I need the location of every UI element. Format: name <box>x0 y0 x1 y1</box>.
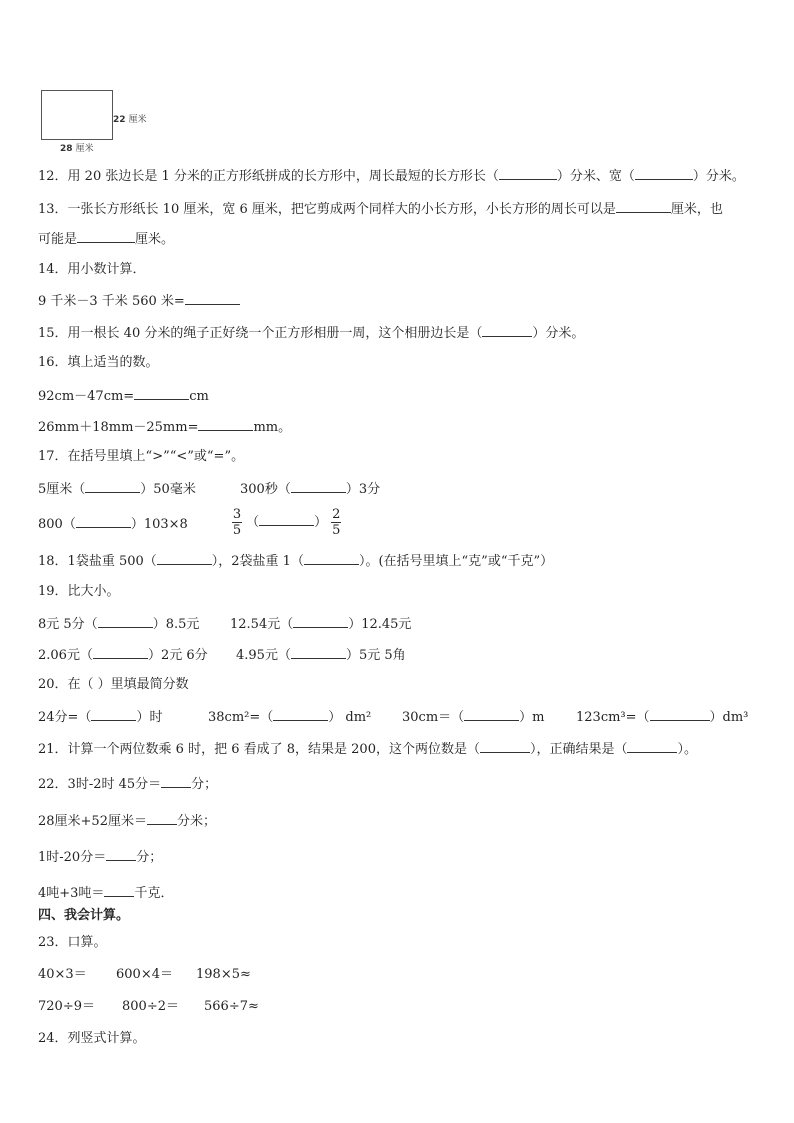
q17-item-a: 5厘米（ ）50毫米 <box>38 478 196 500</box>
question-19-title: 19．比大小。 <box>38 584 120 599</box>
answer-blank[interactable] <box>616 198 671 213</box>
oral-calc-item: 600×4＝ <box>116 967 173 982</box>
answer-blank[interactable] <box>291 644 346 659</box>
question-13-cont: 可能是 厘米。 <box>38 228 174 250</box>
oral-calc-item: 198×5≈ <box>196 967 251 982</box>
answer-blank[interactable] <box>482 322 532 337</box>
question-20-title: 20．在（ ）里填最简分数 <box>38 677 189 692</box>
answer-blank[interactable] <box>106 846 136 861</box>
answer-blank[interactable] <box>185 290 240 305</box>
q19-item-b: 12.54元（ ）12.45元 <box>230 613 411 635</box>
question-21: 21．计算一个两位数乘 6 时，把 6 看成了 8，结果是 200，这个两位数是（ ），正确结果是（ ）。 <box>38 738 697 760</box>
answer-blank[interactable] <box>635 165 693 180</box>
q20-item-c: 30cm＝（ ）m <box>402 706 544 728</box>
answer-blank[interactable] <box>93 644 148 659</box>
section-title: 四、我会计算。 <box>38 908 130 923</box>
answer-blank[interactable] <box>76 513 131 528</box>
q20-item-a: 24分=（ ）时 <box>38 706 162 728</box>
answer-blank[interactable] <box>464 706 519 721</box>
q19-item-d: 4.95元（ ）5元 5角 <box>236 644 406 666</box>
question-24-title: 24．列竖式计算。 <box>38 1031 146 1046</box>
oral-calc-item: 40×3＝ <box>38 967 87 982</box>
answer-blank[interactable] <box>293 613 348 628</box>
q17-item-d: $\frac{3}{5}$ （ ） $\frac{2}{5}$ <box>232 507 341 538</box>
answer-blank[interactable] <box>85 478 140 493</box>
answer-blank[interactable] <box>304 550 359 565</box>
answer-blank[interactable] <box>104 882 134 897</box>
question-17-title: 17．在括号里填上“>”“<”或“=”。 <box>38 449 245 464</box>
q20-item-b: 38cm²=（ ） dm² <box>208 706 371 728</box>
rectangle-figure <box>41 90 113 140</box>
answer-blank[interactable] <box>147 810 177 825</box>
question-14-expr: 9 千米－3 千米 560 米= <box>38 290 240 312</box>
width-label: 28 厘米 <box>60 144 94 154</box>
question-22-line4: 4吨+3吨＝ 千克． <box>38 882 173 904</box>
question-15: 15．用一根长 40 分米的绳子正好绕一个正方形相册一周，这个相册边长是（ ）分米。 <box>38 322 584 344</box>
q19-item-a: 8元 5分（ ）8.5元 <box>38 613 199 635</box>
question-22-line3: 1时-20分＝ 分； <box>38 846 162 868</box>
answer-blank[interactable] <box>650 706 710 721</box>
answer-blank[interactable] <box>134 385 189 400</box>
answer-blank[interactable] <box>291 478 346 493</box>
answer-blank[interactable] <box>161 773 191 788</box>
answer-blank[interactable] <box>198 416 253 431</box>
q17-item-b: 300秒（ ）3分 <box>240 478 380 500</box>
question-16-expr1: 92cm－47cm= cm <box>38 385 209 407</box>
answer-blank[interactable] <box>627 738 677 753</box>
q20-item-d: 123cm³=（ ）dm³ <box>576 706 748 728</box>
answer-blank[interactable] <box>259 511 314 526</box>
answer-blank[interactable] <box>499 165 557 180</box>
height-label: 22 厘米 <box>113 115 147 125</box>
question-12: 12．用 20 张边长是 1 分米的正方形纸拼成的长方形中，周长最短的长方形长（ ）分米、宽（ ）分米。 <box>38 165 745 187</box>
question-22-line1: 22．3时-2时 45分＝ 分； <box>38 773 217 795</box>
answer-blank[interactable] <box>157 550 212 565</box>
fraction: $\frac{3}{5}$ <box>232 507 242 538</box>
question-16-title: 16．填上适当的数。 <box>38 355 159 370</box>
question-16-expr2: 26mm＋18mm－25mm= mm。 <box>38 416 291 438</box>
oral-calc-item: 720÷9＝ <box>38 999 95 1014</box>
question-14-title: 14．用小数计算． <box>38 262 146 277</box>
q17-item-c: 800（ ）103×8 <box>38 513 188 535</box>
question-18: 18．1袋盐重 500（ ），2袋盐重 1（ ）。(在括号里填上“克”或“千克”） <box>38 550 553 572</box>
answer-blank[interactable] <box>273 706 328 721</box>
question-23-title: 23．口算。 <box>38 935 107 950</box>
oral-calc-item: 800÷2＝ <box>122 999 179 1014</box>
answer-blank[interactable] <box>77 228 135 243</box>
oral-calc-item: 566÷7≈ <box>204 999 259 1014</box>
question-22-line2: 28厘米+52厘米＝ 分米； <box>38 810 216 832</box>
answer-blank[interactable] <box>91 706 136 721</box>
q19-item-c: 2.06元（ ）2元 6分 <box>38 644 208 666</box>
answer-blank[interactable] <box>98 613 153 628</box>
fraction: $\frac{2}{5}$ <box>332 507 341 538</box>
answer-blank[interactable] <box>480 738 530 753</box>
question-13: 13．一张长方形纸长 10 厘米，宽 6 厘米，把它剪成两个同样大的小长方形，小长方形的周长可以是 厘米，也 <box>38 198 723 220</box>
